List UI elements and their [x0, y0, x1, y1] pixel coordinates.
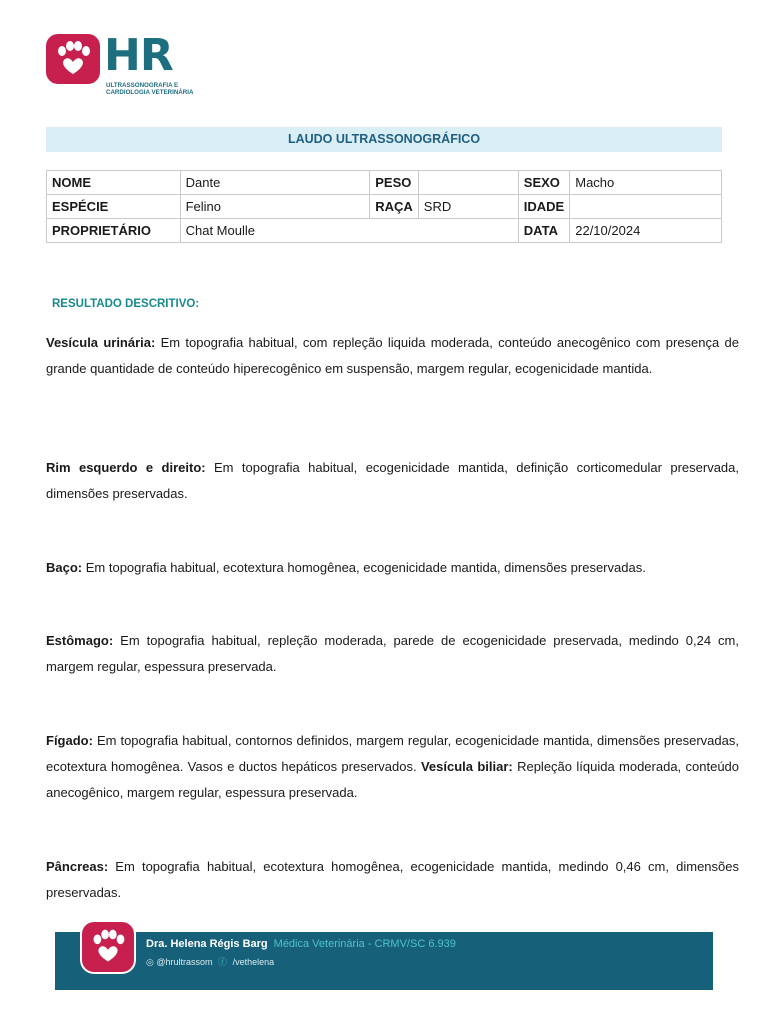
rim-paragraph [46, 455, 739, 507]
proprietario-label: PROPRIETÁRIO [47, 219, 181, 243]
baco-text: Em topografia habitual, ecotextura homogênea, ecogenicidade mantida, dimensões preservadas. [82, 560, 646, 575]
figado-label: Fígado: [46, 733, 93, 748]
rim-text: Em topografia habitual, ecogenicidade mantida, definição corticomedular preservada, dimensões preservadas. [46, 460, 739, 501]
estomago-text: Em topografia habitual, repleção moderada, parede de ecogenicidade preservada, medindo 0,24 cm, margem regular, espessura preservada. [46, 633, 739, 674]
nome-label: NOME [47, 171, 181, 195]
footer-social [146, 955, 274, 968]
patient-info-table [46, 170, 722, 243]
table-row [47, 219, 722, 243]
especie-label: ESPÉCIE [47, 195, 181, 219]
instagram-handle[interactable]: @hrultrassom [156, 957, 213, 967]
baco-label: Baço: [46, 560, 83, 575]
facebook-handle[interactable]: /vethelena [232, 957, 275, 967]
table-row [47, 195, 722, 219]
pancreas-text: Em topografia habitual, ecotextura homogênea, ecogenicidade mantida, medindo 0,46 cm, dimensões preservadas. [46, 859, 739, 900]
figado-paragraph [46, 728, 739, 806]
idade-value [570, 195, 722, 219]
peso-value [418, 171, 518, 195]
vesicula-urinaria-label: Vesícula urinária: [46, 335, 156, 350]
nome-value: Dante [180, 171, 370, 195]
clinic-logo [46, 30, 196, 100]
baco-paragraph [46, 555, 739, 581]
rim-label: Rim esquerdo e direito: [46, 460, 206, 475]
proprietario-value: Chat Moulle [180, 219, 518, 243]
logo-subtitle-line2: CARDIOLOGIA VETERINÁRIA [106, 89, 194, 96]
table-row [47, 171, 722, 195]
vesicula-urinaria-text: Em topografia habitual, com repleção liquida moderada, conteúdo anecogênico com presença de grande quantidade de conteúdo hiperecogênico em suspensão, margem regular, ecogenicidade mantida. [46, 335, 739, 376]
peso-label: PESO [370, 171, 419, 195]
doctor-name: Dra. Helena Régis Barg [146, 938, 268, 950]
results-heading: RESULTADO DESCRITIVO: [52, 298, 200, 310]
sexo-value: Macho [570, 171, 722, 195]
footer-paw-icon [82, 922, 134, 972]
facebook-icon: ⓕ [218, 957, 228, 967]
vesicula-biliar-label: Vesícula biliar: [420, 759, 513, 774]
data-label: DATA [518, 219, 569, 243]
logo-brand-text: HR [104, 30, 173, 81]
sexo-label: SEXO [518, 171, 569, 195]
raca-label: RAÇA [370, 195, 419, 219]
estomago-label: Estômago: [46, 633, 114, 648]
estomago-paragraph [46, 628, 739, 680]
instagram-icon: ◎ [146, 957, 154, 967]
document-title: LAUDO ULTRASSONOGRÁFICO [46, 127, 722, 152]
idade-label: IDADE [518, 195, 569, 219]
raca-value: SRD [418, 195, 518, 219]
paw-logo-icon [46, 34, 100, 84]
logo-subtitle-line1: ULTRASSONOGRAFIA E [106, 82, 179, 89]
pancreas-paragraph [46, 854, 739, 906]
footer-doctor [146, 938, 456, 950]
vesicula-biliar-text: Repleção líquida moderada, conteúdo anecogênico, margem regular, espessura preservada. [46, 759, 740, 800]
logo-subtitle [106, 82, 193, 96]
pancreas-label: Pâncreas: [46, 859, 109, 874]
figado-text: Em topografia habitual, contornos definidos, margem regular, ecogenicidade mantida, dimensões preservadas, ecotextura homogênea. Vasos e ductos hepáticos preservados. [46, 733, 739, 774]
data-value: 22/10/2024 [570, 219, 722, 243]
doctor-role: Médica Veterinária - CRMV/SC 6.939 [273, 938, 456, 950]
especie-value: Felino [180, 195, 370, 219]
vesicula-urinaria-paragraph [46, 330, 739, 382]
